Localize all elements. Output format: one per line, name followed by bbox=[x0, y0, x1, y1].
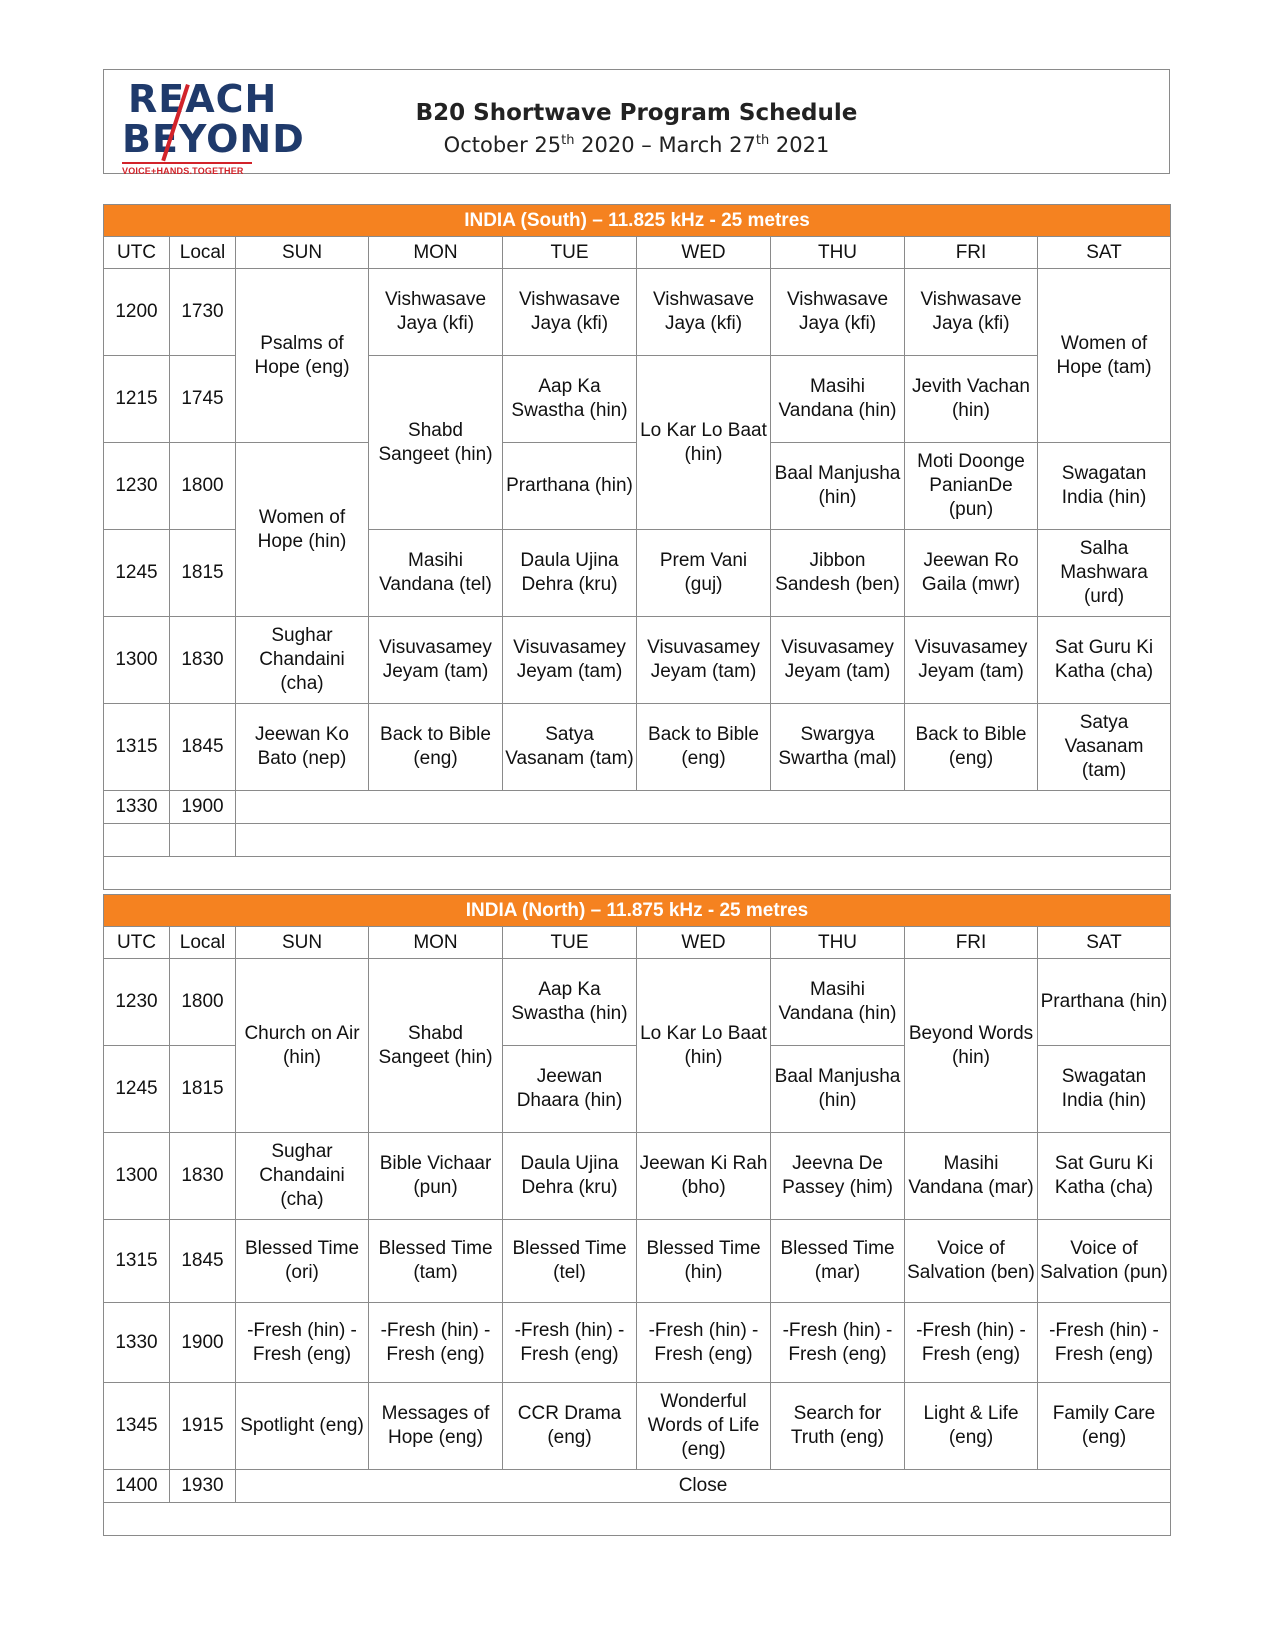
table-row bbox=[104, 1503, 1171, 1536]
program-cell: Sughar Chandaini (cha) bbox=[236, 617, 369, 704]
table-row bbox=[104, 269, 1171, 356]
logo-line1: REACH bbox=[128, 77, 278, 121]
program-cell: Swargya Swartha (mal) bbox=[771, 704, 905, 791]
program-cell: Jeevna De Passey (him) bbox=[771, 1133, 905, 1220]
program-cell: Back to Bible (eng) bbox=[905, 704, 1038, 791]
table-row bbox=[104, 959, 1171, 1046]
south-schedule-table bbox=[103, 204, 1171, 890]
utc-cell: 1245 bbox=[104, 1046, 170, 1133]
program-cell: Daula Ujina Dehra (kru) bbox=[503, 1133, 637, 1220]
program-cell: Shabd Sangeet (hin) bbox=[369, 356, 503, 530]
program-cell: Prarthana (hin) bbox=[1038, 959, 1171, 1046]
program-cell: Aap Ka Swastha (hin) bbox=[503, 356, 637, 443]
page-subtitle: October 25th 2020 – March 27th 2021 bbox=[443, 133, 830, 157]
page-title: B20 Shortwave Program Schedule bbox=[415, 100, 858, 126]
col-local: Local bbox=[170, 237, 236, 269]
program-cell: Jevith Vachan (hin) bbox=[905, 356, 1038, 443]
program-cell: Bible Vichaar (pun) bbox=[369, 1133, 503, 1220]
local-cell: 1845 bbox=[170, 1220, 236, 1303]
col-wed: WED bbox=[637, 927, 771, 959]
utc-cell: 1345 bbox=[104, 1383, 170, 1470]
col-mon: MON bbox=[369, 237, 503, 269]
utc-cell: 1330 bbox=[104, 791, 170, 824]
program-cell: Blessed Time (ori) bbox=[236, 1220, 369, 1303]
program-cell: Messages of Hope (eng) bbox=[369, 1383, 503, 1470]
program-cell: Visuvasamey Jeyam (tam) bbox=[905, 617, 1038, 704]
local-cell: 1730 bbox=[170, 269, 236, 356]
south-header-row bbox=[104, 237, 1171, 269]
program-cell: Family Care (eng) bbox=[1038, 1383, 1171, 1470]
local-cell: 1800 bbox=[170, 959, 236, 1046]
col-tue: TUE bbox=[503, 927, 637, 959]
local-cell: 1900 bbox=[170, 1303, 236, 1383]
program-cell: Vishwasave Jaya (kfi) bbox=[905, 269, 1038, 356]
local-cell: 1930 bbox=[170, 1470, 236, 1503]
table-row bbox=[104, 1133, 1171, 1220]
program-cell: Shabd Sangeet (hin) bbox=[369, 959, 503, 1133]
col-utc: UTC bbox=[104, 237, 170, 269]
col-tue: TUE bbox=[503, 237, 637, 269]
program-cell: Jeewan Dhaara (hin) bbox=[503, 1046, 637, 1133]
utc-cell: 1200 bbox=[104, 269, 170, 356]
program-cell: Church on Air (hin) bbox=[236, 959, 369, 1133]
table-row bbox=[104, 791, 1171, 824]
utc-cell: 1215 bbox=[104, 356, 170, 443]
program-cell: Light & Life (eng) bbox=[905, 1383, 1038, 1470]
program-cell: Blessed Time (mar) bbox=[771, 1220, 905, 1303]
program-cell: Back to Bible (eng) bbox=[369, 704, 503, 791]
program-cell: -Fresh (hin) -Fresh (eng) bbox=[637, 1303, 771, 1383]
program-cell: Lo Kar Lo Baat (hin) bbox=[637, 959, 771, 1133]
spacer-row bbox=[104, 857, 1171, 890]
local-cell: 1830 bbox=[170, 1133, 236, 1220]
empty-cell bbox=[236, 791, 1171, 824]
col-wed: WED bbox=[637, 237, 771, 269]
local-cell: 1745 bbox=[170, 356, 236, 443]
program-cell: Swagatan India (hin) bbox=[1038, 443, 1171, 530]
program-cell: Voice of Salvation (pun) bbox=[1038, 1220, 1171, 1303]
logo-line2: BEYOND bbox=[122, 117, 305, 161]
program-cell: Masihi Vandana (tel) bbox=[369, 530, 503, 617]
south-banner: INDIA (South) – 11.825 kHz - 25 metres bbox=[104, 205, 1171, 237]
utc-cell: 1400 bbox=[104, 1470, 170, 1503]
program-cell: Satya Vasanam (tam) bbox=[1038, 704, 1171, 791]
program-cell: Sat Guru Ki Katha (cha) bbox=[1038, 617, 1171, 704]
program-cell: -Fresh (hin) -Fresh (eng) bbox=[236, 1303, 369, 1383]
utc-cell: 1330 bbox=[104, 1303, 170, 1383]
logo-tagline: VOICE+HANDS.TOGETHER bbox=[122, 166, 244, 176]
table-row bbox=[104, 857, 1171, 890]
table-row bbox=[104, 1220, 1171, 1303]
program-cell: Visuvasamey Jeyam (tam) bbox=[771, 617, 905, 704]
col-mon: MON bbox=[369, 927, 503, 959]
col-sat: SAT bbox=[1038, 237, 1171, 269]
table-row bbox=[104, 1303, 1171, 1383]
program-cell: Jeewan Ro Gaila (mwr) bbox=[905, 530, 1038, 617]
utc-cell: 1315 bbox=[104, 704, 170, 791]
local-cell: 1815 bbox=[170, 530, 236, 617]
program-cell: Blessed Time (tel) bbox=[503, 1220, 637, 1303]
table-row bbox=[104, 617, 1171, 704]
program-cell: -Fresh (hin) -Fresh (eng) bbox=[369, 1303, 503, 1383]
program-cell: Jibbon Sandesh (ben) bbox=[771, 530, 905, 617]
logo-rule bbox=[122, 162, 252, 164]
col-fri: FRI bbox=[905, 927, 1038, 959]
utc-cell: 1300 bbox=[104, 1133, 170, 1220]
program-cell: Salha Mashwara (urd) bbox=[1038, 530, 1171, 617]
empty-cell bbox=[236, 824, 1171, 857]
col-sun: SUN bbox=[236, 927, 369, 959]
program-cell: Masihi Vandana (hin) bbox=[771, 959, 905, 1046]
table-row bbox=[104, 824, 1171, 857]
program-cell: -Fresh (hin) -Fresh (eng) bbox=[771, 1303, 905, 1383]
program-cell: CCR Drama (eng) bbox=[503, 1383, 637, 1470]
program-cell: Blessed Time (hin) bbox=[637, 1220, 771, 1303]
program-cell: Jeewan Ko Bato (nep) bbox=[236, 704, 369, 791]
utc-cell: 1315 bbox=[104, 1220, 170, 1303]
program-cell: Prarthana (hin) bbox=[503, 443, 637, 530]
program-cell: Voice of Salvation (ben) bbox=[905, 1220, 1038, 1303]
program-cell: Back to Bible (eng) bbox=[637, 704, 771, 791]
close-cell: Close bbox=[236, 1470, 1171, 1503]
table-row bbox=[104, 1383, 1171, 1470]
program-cell: Spotlight (eng) bbox=[236, 1383, 369, 1470]
north-header-row bbox=[104, 927, 1171, 959]
program-cell: Psalms of Hope (eng) bbox=[236, 269, 369, 443]
local-cell: 1815 bbox=[170, 1046, 236, 1133]
local-cell: 1845 bbox=[170, 704, 236, 791]
utc-cell: 1300 bbox=[104, 617, 170, 704]
program-cell: -Fresh (hin) -Fresh (eng) bbox=[503, 1303, 637, 1383]
program-cell: Visuvasamey Jeyam (tam) bbox=[637, 617, 771, 704]
north-banner: INDIA (North) – 11.875 kHz - 25 metres bbox=[104, 895, 1171, 927]
spacer-row bbox=[104, 1503, 1171, 1536]
utc-cell: 1245 bbox=[104, 530, 170, 617]
header-box bbox=[103, 69, 1170, 174]
program-cell: Prem Vani (guj) bbox=[637, 530, 771, 617]
empty-cell bbox=[104, 824, 170, 857]
col-thu: THU bbox=[771, 237, 905, 269]
program-cell: Visuvasamey Jeyam (tam) bbox=[369, 617, 503, 704]
program-cell: Women of Hope (hin) bbox=[236, 443, 369, 617]
col-sun: SUN bbox=[236, 237, 369, 269]
program-cell: Sat Guru Ki Katha (cha) bbox=[1038, 1133, 1171, 1220]
program-cell: Swagatan India (hin) bbox=[1038, 1046, 1171, 1133]
program-cell: Vishwasave Jaya (kfi) bbox=[369, 269, 503, 356]
local-cell: 1900 bbox=[170, 791, 236, 824]
program-cell: Baal Manjusha (hin) bbox=[771, 1046, 905, 1133]
table-row bbox=[104, 704, 1171, 791]
local-cell: 1830 bbox=[170, 617, 236, 704]
program-cell: Wonderful Words of Life (eng) bbox=[637, 1383, 771, 1470]
program-cell: Daula Ujina Dehra (kru) bbox=[503, 530, 637, 617]
program-cell: -Fresh (hin) -Fresh (eng) bbox=[905, 1303, 1038, 1383]
program-cell: Vishwasave Jaya (kfi) bbox=[637, 269, 771, 356]
local-cell: 1800 bbox=[170, 443, 236, 530]
local-cell: 1915 bbox=[170, 1383, 236, 1470]
col-local: Local bbox=[170, 927, 236, 959]
program-cell: Moti Doonge PanianDe (pun) bbox=[905, 443, 1038, 530]
program-cell: Lo Kar Lo Baat (hin) bbox=[637, 356, 771, 530]
col-sat: SAT bbox=[1038, 927, 1171, 959]
program-cell: -Fresh (hin) -Fresh (eng) bbox=[1038, 1303, 1171, 1383]
col-utc: UTC bbox=[104, 927, 170, 959]
program-cell: Vishwasave Jaya (kfi) bbox=[503, 269, 637, 356]
program-cell: Satya Vasanam (tam) bbox=[503, 704, 637, 791]
program-cell: Visuvasamey Jeyam (tam) bbox=[503, 617, 637, 704]
empty-cell bbox=[170, 824, 236, 857]
program-cell: Jeewan Ki Rah (bho) bbox=[637, 1133, 771, 1220]
program-cell: Search for Truth (eng) bbox=[771, 1383, 905, 1470]
utc-cell: 1230 bbox=[104, 443, 170, 530]
program-cell: Sughar Chandaini (cha) bbox=[236, 1133, 369, 1220]
program-cell: Beyond Words (hin) bbox=[905, 959, 1038, 1133]
col-thu: THU bbox=[771, 927, 905, 959]
program-cell: Women of Hope (tam) bbox=[1038, 269, 1171, 443]
program-cell: Masihi Vandana (hin) bbox=[771, 356, 905, 443]
program-cell: Baal Manjusha (hin) bbox=[771, 443, 905, 530]
col-fri: FRI bbox=[905, 237, 1038, 269]
program-cell: Vishwasave Jaya (kfi) bbox=[771, 269, 905, 356]
table-row bbox=[104, 1470, 1171, 1503]
program-cell: Aap Ka Swastha (hin) bbox=[503, 959, 637, 1046]
program-cell: Masihi Vandana (mar) bbox=[905, 1133, 1038, 1220]
north-schedule-table bbox=[103, 894, 1171, 1536]
utc-cell: 1230 bbox=[104, 959, 170, 1046]
program-cell: Blessed Time (tam) bbox=[369, 1220, 503, 1303]
